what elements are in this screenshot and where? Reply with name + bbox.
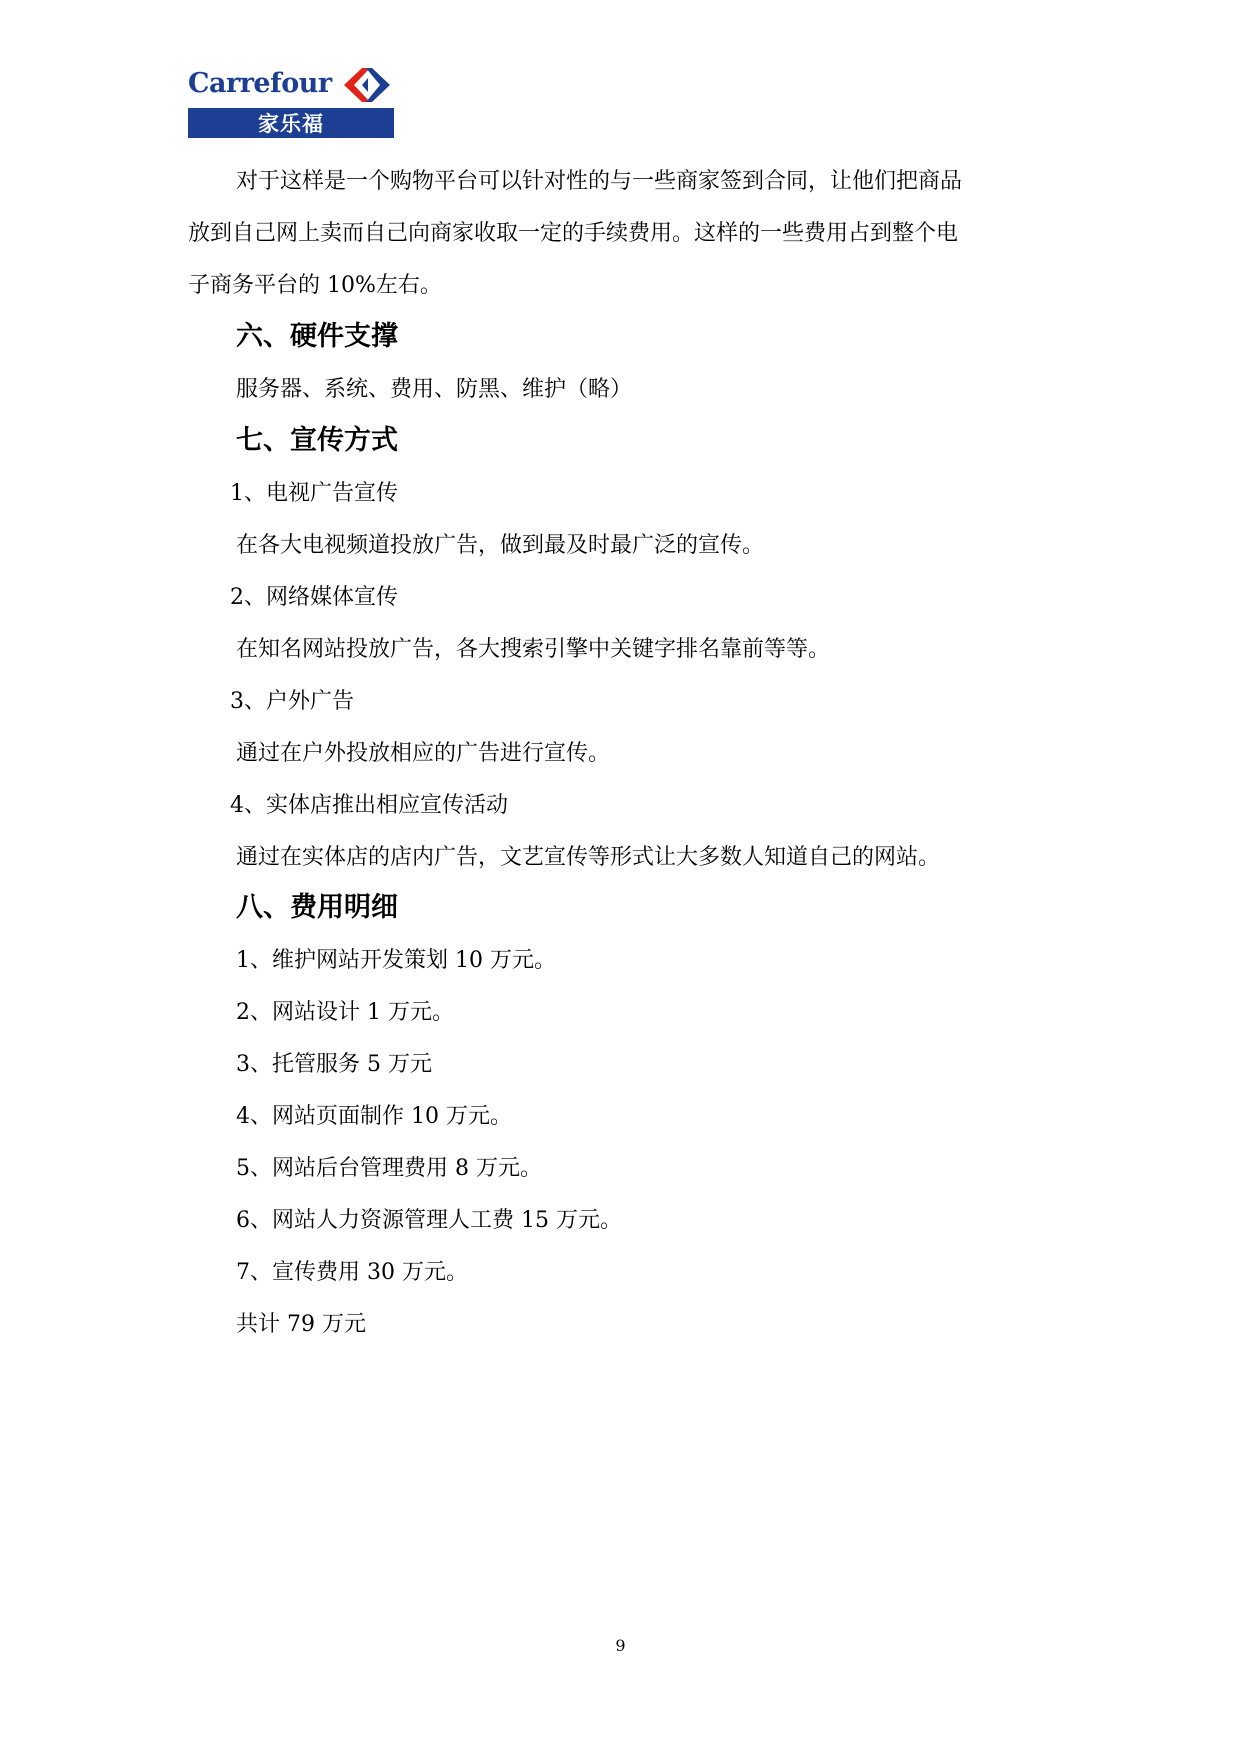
cost-item: 2、网站设计 1 万元。 <box>236 1000 454 1025</box>
logo-chinese-text: 家乐福 <box>258 112 324 136</box>
section-7-heading: 七、宣传方式 <box>236 425 398 456</box>
page-number: 9 <box>615 1636 626 1655</box>
carrefour-mark-icon <box>340 66 394 104</box>
carrefour-logo <box>188 66 394 138</box>
paragraph-line-2: 放到自己网上卖而自己向商家收取一定的手续费用。这样的一些费用占到整个电 <box>188 221 959 246</box>
section-7-item-desc: 在各大电视频道投放广告，做到最及时最广泛的宣传。 <box>236 533 765 558</box>
section-7-item-desc: 通过在户外投放相应的广告进行宣传。 <box>236 741 611 766</box>
section-7-item-title: 1、电视广告宣传 <box>230 481 398 506</box>
paragraph-line-3: 子商务平台的 10%左右。 <box>188 273 442 298</box>
cost-item: 4、网站页面制作 10 万元。 <box>236 1104 512 1129</box>
section-6-heading: 六、硬件支撑 <box>236 321 398 352</box>
cost-item: 5、网站后台管理费用 8 万元。 <box>236 1156 542 1181</box>
section-8-heading: 八、费用明细 <box>236 892 398 923</box>
cost-total: 共计 79 万元 <box>236 1312 366 1337</box>
cost-item: 1、维护网站开发策划 10 万元。 <box>236 948 556 973</box>
section-7-item-title: 4、实体店推出相应宣传活动 <box>230 793 508 818</box>
logo-chinese-bar <box>188 108 394 138</box>
section-6-text: 服务器、系统、费用、防黑、维护（略） <box>236 377 633 402</box>
cost-item: 3、托管服务 5 万元 <box>236 1052 432 1077</box>
section-7-item-title: 2、网络媒体宣传 <box>230 585 398 610</box>
cost-item: 7、宣传费用 30 万元。 <box>236 1260 468 1285</box>
section-7-item-title: 3、户外广告 <box>230 689 354 714</box>
paragraph-line-1: 对于这样是一个购物平台可以针对性的与一些商家签到合同，让他们把商品 <box>236 169 963 194</box>
section-7-item-desc: 通过在实体店的店内广告，文艺宣传等形式让大多数人知道自己的网站。 <box>236 845 941 870</box>
section-7-item-desc: 在知名网站投放广告，各大搜索引擎中关键字排名靠前等等。 <box>236 637 831 662</box>
logo-wordmark: Carrefour <box>188 68 332 99</box>
cost-item: 6、网站人力资源管理人工费 15 万元。 <box>236 1208 622 1233</box>
